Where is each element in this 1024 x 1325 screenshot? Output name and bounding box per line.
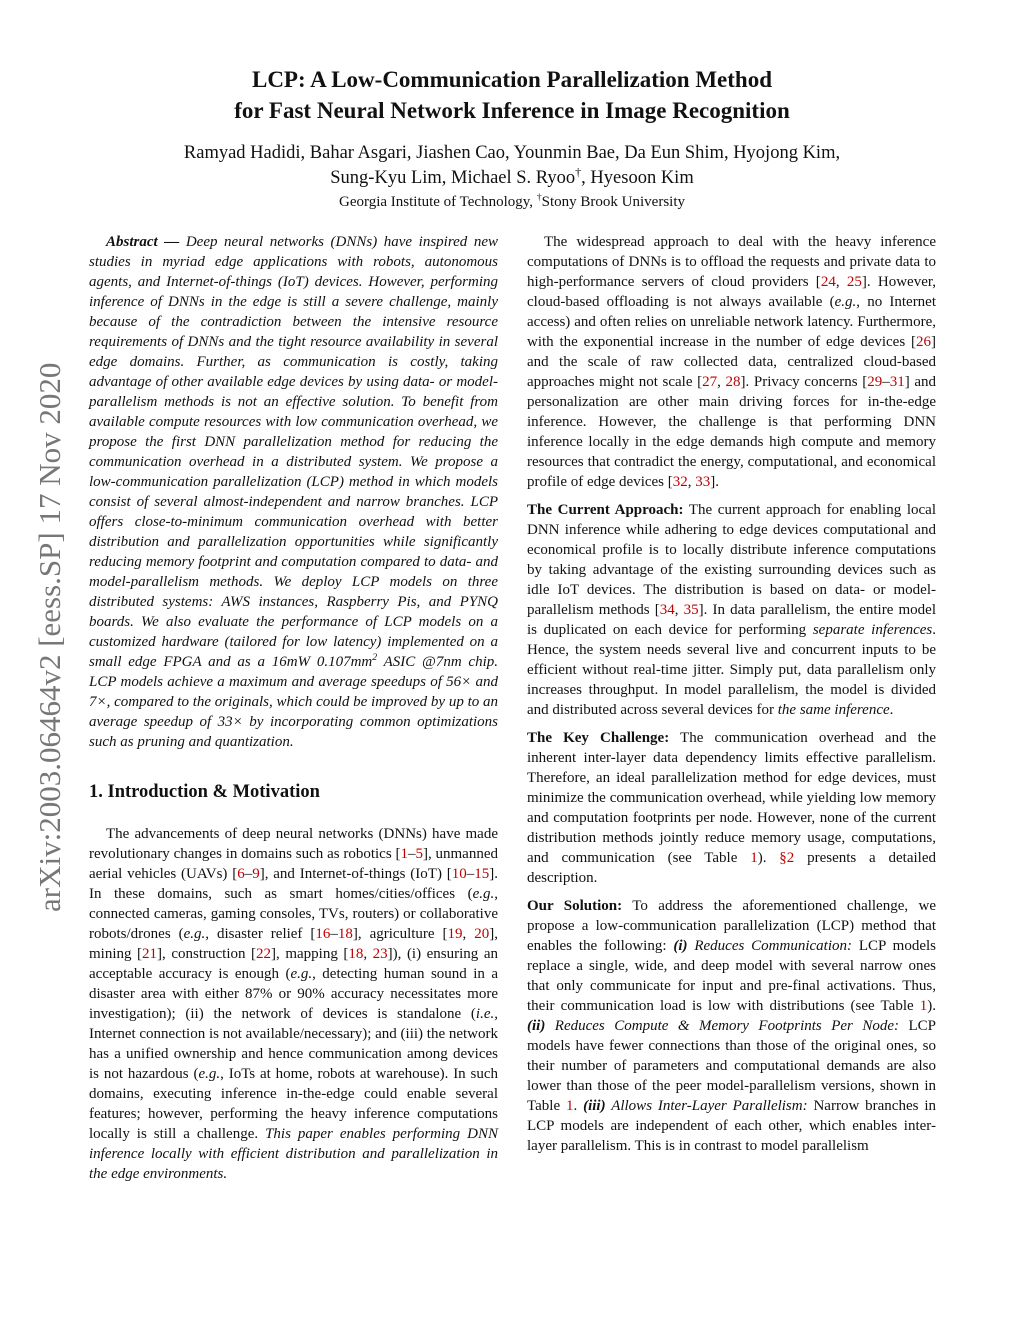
section-heading-introduction: 1. Introduction & Motivation (89, 782, 320, 802)
paragraph-heading: The Key Challenge: (527, 730, 670, 746)
citation-link[interactable]: 35 (683, 602, 699, 618)
table-link[interactable]: 1 (565, 1098, 574, 1114)
citation-link[interactable]: 33 (695, 474, 711, 490)
citation-link[interactable]: 24 (820, 274, 836, 290)
title-line-2: for Fast Neural Network Inference in Image Recognition (234, 98, 790, 123)
authors-line-2 (0, 166, 1024, 191)
citation-link[interactable]: 9 (252, 866, 260, 882)
paragraph-offloading: The widespread approach to deal with the heavy inference computations of DNNs is to offload the requests and private data to high-performance servers of cloud providers [24, 25]. However, cloud-based offloading is not always available (e.g., no Internet access) and often relies on unreliable network latency. Furthermore, with the exponential increase in the number of edge devices [26] and the scale of raw collected data, centralized cloud-based approaches might not scale [27, 28]. Privacy concerns [29–31] and personalization are other main driving forces for in-the-edge inference. However, the challenge is that performing DNN inference locally in the edge demands high compute and memory resources that contradict the energy, computational, and economical profile of edge devices [32, 33]. (527, 234, 937, 490)
arxiv-identifier: arXiv:2003.06464v2 [eess.SP] 17 Nov 2020 (32, 362, 67, 912)
citation-link[interactable]: 25 (846, 274, 862, 290)
citation-link[interactable]: 10 (451, 866, 467, 882)
paper-title (0, 64, 1024, 126)
intro-paragraph: The advancements of deep neural networks (DNNs) have made revolutionary changes in domains such as robotics [1–5], unmanned aerial vehicles (UAVs) [6–9], and Internet-of-things (IoT) [10–15]. In these domains, such as smart homes/cities/offices (e.g., connected cameras, gaming consoles, TVs, routers) or collaborative robots/drones (e.g., disaster relief [16–18], agriculture [19, 20], mining [21], construction [22], mapping [18, 23]), (i) ensuring an acceptable accuracy is enough (e.g., detecting human sound in a disaster area with either 87% or 90% accuracy necessitates more investigation); (ii) the network of devices is standalone (i.e., Internet connection is not available/necessary); and (iii) the network has a unified ownership and hence communication among devices is not hazardous (e.g., IoTs at home, robots at warehouse). In such domains, executing inference in-the-edge could enable several features; however, performing the heavy inference computations locally is still a challenge. This paper enables performing DNN inference locally with efficient distribution and parallelization in the edge environments. (89, 826, 499, 1182)
title-line-1: LCP: A Low-Communication Parallelization Method (251, 67, 773, 92)
citation-link[interactable]: 29 (867, 374, 883, 390)
paragraph-heading: Our Solution: (527, 898, 623, 914)
paragraph-heading: The Current Approach: (527, 502, 684, 518)
abstract-text-2: ASIC @7nm chip. LCP models achieve a maximum and average speedups of 56× and 7×, compared to the originals, which could be improved by up to an average speedup of 33× by incorporating common optimizations such as pruning and quantization. (89, 654, 498, 750)
citation-link[interactable]: 20 (474, 926, 490, 942)
abstract-text: Deep neural networks (DNNs) have inspired new studies in myriad edge applications with robots, autonomous agents, and Internet-of-things (IoT) devices. However, performing inference of DNNs in the edge is still a severe challenge, mainly because of the contradiction between the intensive resource requirements of DNNs and the tight resource availability in several edge domains. Further, as communication is costly, taking advantage of other available edge devices by using data- or model-parallelism methods is not an effective solution. To benefit from available compute resources with low communication overhead, we propose the first DNN parallelization method for reducing the communication overhead in a distributed system. We propose a low-communication parallelization (LCP) method in which models consist of several almost-independent and narrow branches. LCP offers close-to-minimum communication overhead with better distribution and parallelization opportunities while significantly reducing memory footprint and computation compared to data- and model-parallelism methods. We deploy LCP models on three distributed systems: AWS instances, Raspberry Pis, and PYNQ boards. We also evaluate the performance of LCP models on a customized hardware (tailored for low latency) implemented on a small edge FPGA and as a 16mW 0.107mm (89, 234, 498, 670)
citation-link[interactable]: 15 (474, 866, 490, 882)
paragraph-current-approach: The Current Approach: The current approach for enabling local DNN inference while adhering to edge devices computational and economical profile is to locally distribute inference computations by taking advantage of the existing surrounding devices such as idle IoT devices. The distribution is based on data- or model-parallelism methods [34, 35]. In data parallelism, the entire model is duplicated on each device for performing separate inferences. Hence, the system needs several live and concurrent inputs to be efficient without real-time jitter. Simply put, data parallelism only increases throughput. In model parallelism, the model is divided and distributed across several devices for the same inference. (527, 502, 936, 718)
affiliation-pre: Georgia Institute of Technology, (338, 194, 537, 210)
citation-link[interactable]: 22 (256, 946, 272, 962)
citation-link[interactable]: 32 (672, 474, 688, 490)
citation-link[interactable]: 34 (659, 602, 675, 618)
abstract (89, 232, 498, 752)
citation-link[interactable]: 21 (142, 946, 158, 962)
paragraph-our-solution: Our Solution: To address the aforementioned challenge, we propose a low-communication parallelization (LCP) method that enables the following: (i) Reduces Communication: LCP models replace a single, wide, and deep model with several narrow ones that only communicate for input and pre-final activations. Thus, their communication load is low with distributions (see Table 1). (ii) Reduces Compute & Memory Footprints Per Node: LCP models have fewer connections than those of the original ones, so their number of parameters and computational demands are also lower than those of the peer model-parallelism versions, shown in Table 1. (iii) Allows Inter-Layer Parallelism: Narrow branches in LCP models are independent of each other, which enables inter-layer parallelism. This is in contrast to model parallelism (527, 898, 937, 1154)
abstract-label: Abstract — (106, 234, 180, 250)
citation-link[interactable]: 5 (415, 846, 423, 862)
author-list (0, 141, 1024, 191)
authors-line-1: Ramyad Hadidi, Bahar Asgari, Jiashen Cao, Younmin Bae, Da Eun Shim, Hyojong Kim, (183, 143, 841, 163)
table-link[interactable]: 1 (919, 998, 928, 1014)
section-link[interactable]: §2 (779, 850, 795, 866)
table-link[interactable]: 1 (750, 850, 758, 866)
abstract-sup: 2 (372, 652, 378, 663)
right-column (527, 232, 936, 1156)
citation-link[interactable]: 18 (348, 946, 364, 962)
paragraph-key-challenge: The Key Challenge: The communication overhead and the inherent inter-layer data dependency limits effective parallelism. Therefore, an ideal parallelization method for edge devices, must minimize the communication overhead, while yielding low memory and computation footprints per node. However, none of the current distribution methods jointly reduce memory usage, computations, and communication (see Table 1). §2 presents a detailed description. (527, 730, 937, 886)
left-column (89, 232, 498, 1184)
citation-link[interactable]: 18 (337, 926, 353, 942)
affiliation-post: Stony Brook University (541, 194, 686, 210)
citation-link[interactable]: 31 (889, 374, 905, 390)
citation-link[interactable]: 16 (315, 926, 331, 942)
author-mark: † (575, 164, 582, 179)
affiliation-mark: † (536, 192, 542, 203)
citation-link[interactable]: 23 (372, 946, 388, 962)
citation-link[interactable]: 26 (916, 334, 931, 350)
citation-link[interactable]: 19 (447, 926, 463, 942)
citation-link[interactable]: 27 (702, 374, 718, 390)
authors-line-2-post: , Hyesoon Kim (581, 168, 694, 188)
citation-link[interactable]: 28 (725, 374, 741, 390)
authors-line-2-pre: Sung-Kyu Lim, Michael S. Ryoo (330, 168, 576, 188)
citation-link[interactable]: 6 (237, 866, 245, 882)
affiliation (0, 192, 1024, 212)
citation-link[interactable]: 1 (400, 846, 408, 862)
